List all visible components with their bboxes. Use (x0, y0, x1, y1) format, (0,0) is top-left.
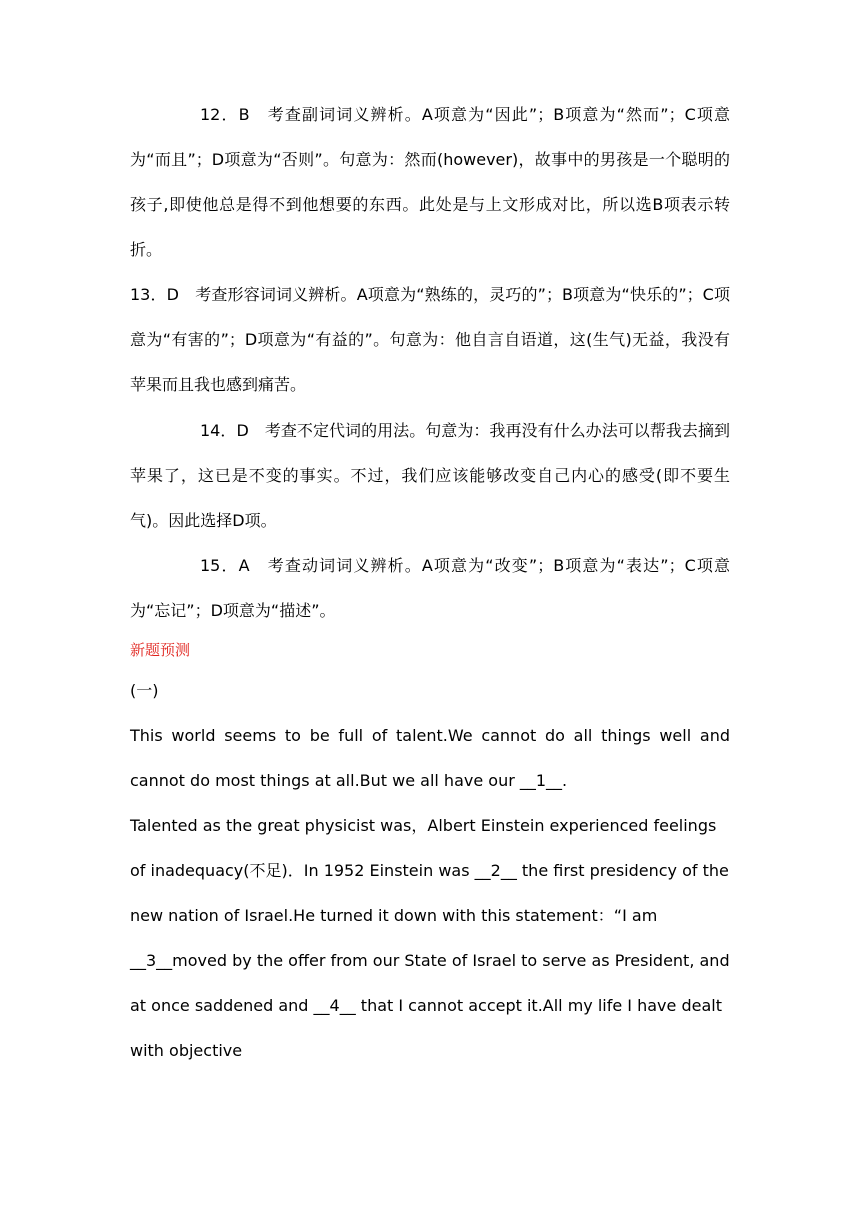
answer-explanation-13: 13．D 考查形容词词义辨析。A项意为“熟练的，灵巧的”；B项意为“快乐的”；C项意为“有害的”；D项意为“有益的”。句意为：他自言自语道，这(生气)无益，我没有苹果而且我也感到痛苦。 (130, 285, 730, 394)
answer-explanation-15: 15．A 考查动词词义辨析。A项意为“改变”；B项意为“表达”；C项意为“忘记”；D项意为“描述”。 (130, 556, 730, 620)
passage-paragraph-1: This world seems to be full of talent.We cannot do all things well and cannot do most things at all.But we all have our __1__. (130, 726, 730, 790)
passage-paragraph-2: Talented as the great physicist was，Albert Einstein experienced feelings of inadequacy(不足)．In 1952 Einstein was __2__ the first presidency of the new nation of Israel.He turned it down with this statement：“I am __3__moved by the offer from our State of Israel to serve as President, and at once saddened and __4__ that I cannot accept it.All my life I have dealt with objective (130, 816, 730, 1060)
section-title: 新题预测 (130, 641, 191, 659)
answer-explanation-14: 14．D 考查不定代词的用法。句意为：我再没有什么办法可以帮我去摘到苹果了，这已是不变的事实。不过，我们应该能够改变自己内心的感受(即不要生气)。因此选择D项。 (130, 421, 730, 530)
part-label: (一) (130, 681, 159, 700)
answer-explanation-12: 12．B 考查副词词义辨析。A项意为“因此”；B项意为“然而”；C项意为“而且”；D项意为“否则”。句意为：然而(however)，故事中的男孩是一个聪明的孩子,即使他总是得不到他想要的东西。此处是与上文形成对比，所以选B项表示转折。 (130, 105, 730, 259)
